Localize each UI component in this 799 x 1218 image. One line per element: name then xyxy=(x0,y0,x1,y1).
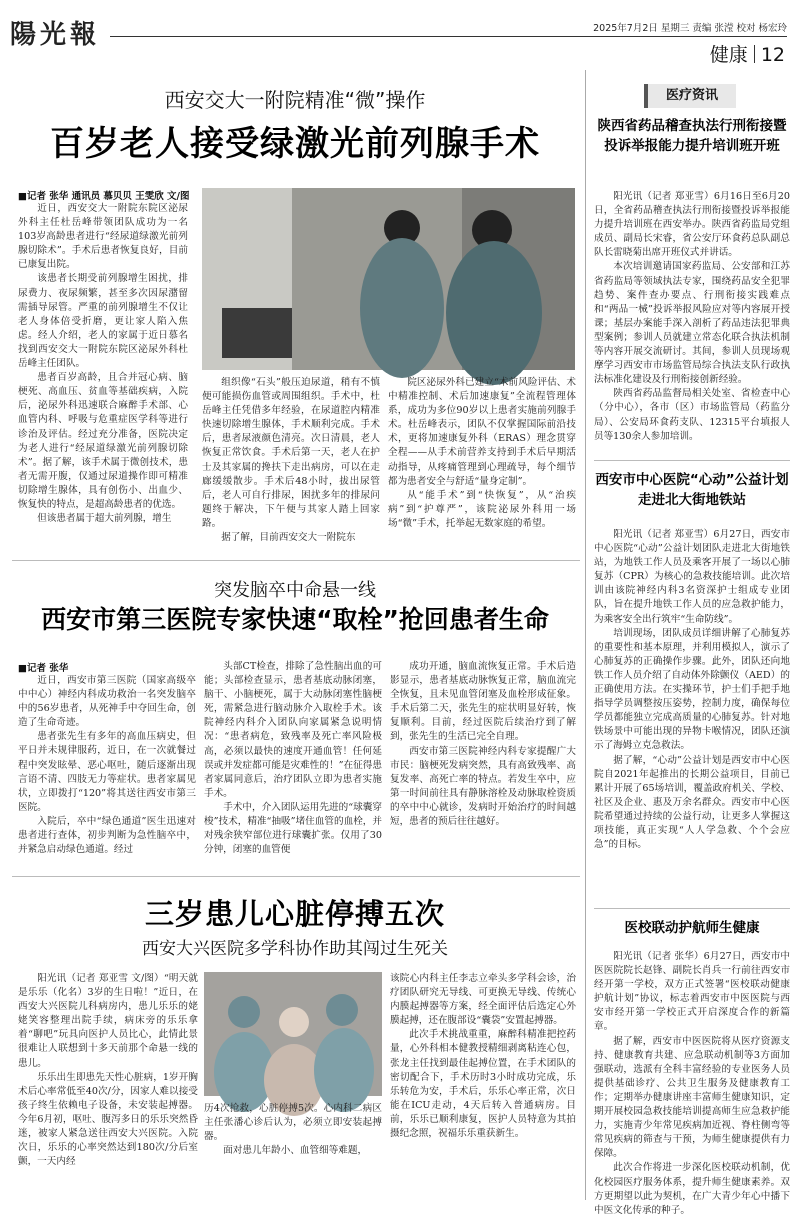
paragraph: 阳光讯（记者 郑亚雪）6月27日，西安市中心医院“心动”公益计划团队走进北大街地铁站，为地铁工作人员及乘客开展了一场以心肺复苏（CPR）为核心的急救技能培训。此次培训由该院神经内科3名资深护士组成专业团队，旨在提升地铁工作人员的应急救护能力，为乘客安全出行筑牢“生命防线”。 xyxy=(594,529,790,625)
paragraph: 面对患儿年龄小、血管细等难题， xyxy=(223,1145,368,1157)
article1-column-2 xyxy=(202,376,380,550)
sidebar-divider xyxy=(585,70,586,1200)
paragraph: 近日，西安交大一附院东院区泌尿外科主任杜岳峰带领团队成功为一名103岁高龄患者进行“经尿道绿激光前列腺切除术”。手术后患者恢复良好，目前已康复出院。 xyxy=(18,203,188,271)
paragraph: 阳光讯（记者 张华）6月27日，西安市中医医院院长赵锋、副院长肖兵一行前往西安市经开第一学校，双方正式签署“医校联动健康护航计划”协议，标志着西安市中医医院与西安市经开第一学校正式开启深度合作的新篇章。 xyxy=(594,951,790,1033)
paragraph: 陕西省药品监督局相关处室、省检查中心（分中心），各市（区）市场监管局（药监分局）、公安局环食药支队、12315平台填报人员等130余人参加培训。 xyxy=(594,388,790,442)
paragraph: 该院心内科主任李志立牵头多学科会诊，治疗团队研究无导线、可更换无导线、传统心内膜起搏器等方案，经全面评估后选定心外膜起搏，还在腹部设“囊袋”安置起搏器。 xyxy=(390,973,576,1027)
article1-column-1 xyxy=(18,202,188,550)
article3-headline: 三岁患儿心脏停搏五次 xyxy=(144,897,445,931)
article3-column-2 xyxy=(204,1102,382,1198)
paragraph: 患者张先生有多年的高血压病史，但平日并未规律服药，近日，在一次就餐过程中突发眩晕、恶心呕吐，随后逐渐出现言语不清、四肢无力等症状。患者家属见状，立即拨打“120”将其送往西安市第三医院。 xyxy=(18,731,196,813)
article2-column-2 xyxy=(204,660,382,864)
article3-column-1 xyxy=(18,972,198,1198)
dateline: 2025年7月2日 星期三 责编 张滢 校对 杨宏玲 xyxy=(593,23,787,34)
page-number: 12 xyxy=(760,44,785,66)
sidebar-story1-title: 陕西省药品稽查执法行刑衔接暨投诉举报能力提升培训班开班 xyxy=(597,118,787,154)
paragraph: 据了解，“心动”公益计划是西安市中心医院自2021年起推出的长期公益项目，目前已累计开展了65场培训，覆盖政府机关、学校、社区及企业、惠及万余名群众。西安市中心医院希望通过持续的公益行动，让更多人掌握这项技能，真正实现“人人学急救、个个会应急”的目标。 xyxy=(594,754,790,851)
paragraph: 阳光讯（记者 郑亚雪 文/图）“明天就是乐乐（化名）3岁的生日啦！”近日，在西安大兴医院儿科病房内，患儿乐乐的姥姥笑容整理出院手续，病床旁的乐乐拿着“聊吧”玩具向医护人员比心，此情此景很难让人联想到十多天前那个命悬一线的患儿。 xyxy=(18,973,198,1069)
paragraph: 阳光讯（记者 郑亚雪）6月16日至6月20日，全省药品稽查执法行刑衔接暨投诉举报能力提升培训班在西安举办。陕西省药监局党组成员、副局长宋睿，省公安厅环食药总队副总队长雷晓菊出席开班仪式并讲话。 xyxy=(594,191,790,259)
section-rule xyxy=(12,560,580,561)
paragraph: 据了解，西安市中医医院将从医疗资源支持、健康教育共建、应急联动机制等3方面加强联动，选派有全科丰富经验的专业医务人员提供基础诊疗、公共卫生服务及健康教育工作；定期举办健康讲座丰富师生健康知识，定期开展校园急救技能培训提高师生应急救护能力，实施青少年常见疾病加近视、脊柱侧弯等常见疾病的筛查与干预，为师生健康提供有力保障。 xyxy=(594,1035,790,1160)
paragraph: 患者百岁高龄，且合并冠心病、脑梗死、高血压、贫血等基础疾病，入院后，泌尿外科迅速联合麻醉手术部、心血管内科、呼吸与危重症医学科等进行诊治及评估。经过充分准备，医院决定为老人进行“经尿道绿激光前列腺切除术”。据了解，该手术属于微创技术，患者无需开腹，仅通过尿道操作即可精准切除增生腺体，具有创伤小、出血少、恢复快的特点，是超高龄患者的优选。 xyxy=(18,372,188,510)
article2-headline: 西安市第三医院专家快速“取栓”抢回患者生命 xyxy=(41,605,549,634)
paragraph: 西安市第三医院神经内科专家提醒广大市民：脑梗死发病突然，具有高致残率、高复发率、高死亡率的特点。若发生卒中，应第一时间前往具有静脉溶栓及动脉取栓资质的卒中中心就诊，发病时开始治疗的时间越短，患者的预后往往越好。 xyxy=(390,745,576,828)
paragraph: 本次培训邀请国家药监局、公安部和江苏省药监局等领域执法专家，围绕药品安全犯罪趋势、案件查办要点、行刑衔接实践难点和“两品一械”投诉举报风险应对等内容展开授课；基层办案能手深入剖析了药品违法犯罪典型案例；参训人员就建立常态化联合执法机制等内容开展交流研讨。其间，参训人员现场观摩学习西安市市场监管局综合执法支队行政执法标准化建设及行刑衔接创新经验。 xyxy=(594,261,790,386)
sidebar-story1-body xyxy=(594,190,790,452)
paragraph: 成功开通，脑血流恢复正常。手术后造影显示，患者基底动脉恢复正常，脑血流完全恢复，且未见血管闭塞及血栓形成征象。手术后第二天，张先生的症状明显好转，恢复顺利。目前，经过医院后续治疗到了解到，张先生的生活已完全自理。 xyxy=(390,661,576,743)
paragraph: 入院后，卒中“绿色通道”医生迅速对患者进行查体，初步判断为急性脑卒中，并紧急启动绿色通道。经过 xyxy=(18,815,196,856)
article1-headline: 百岁老人接受绿激光前列腺手术 xyxy=(50,124,540,164)
paragraph: 院区泌尿外科已建立“术前风险评估、术中精准控制、术后加速康复”全流程管理体系，成功为多位90岁以上患者实施前列腺手术。杜岳峰表示，团队不仅掌握国际前沿技术，更将加速康复外科（ERAS）理念贯穿全程——从手术前营养支持到手术后早期活动指导，从疼痛管理到心理疏导，每个细节都为患者安全与舒适“量身定制”。 xyxy=(388,377,576,487)
paragraph: 手术中，介入团队运用先进的“球囊穿梭”技术，精准“抽吸”堵住血管的血栓，并对残余狭窄部位进行球囊扩张。仅用了30分钟，闭塞的血管便 xyxy=(204,801,382,856)
article1-column-3 xyxy=(388,376,576,550)
sidebar-rule xyxy=(594,460,790,461)
medical-news-tag: 医疗资讯 xyxy=(644,84,736,108)
paragraph: 此次手术挑战重重，麻醉科精准把控药量，心外科相本健教授精细剥离粘连心包，张龙主任找到最佳起搏位置，在手术团队的密切配合下，手术历时3小时成功完成，乐乐转危为安，手术后，乐乐心率正常，次日能在ICU走动，4天后转入普通病房。目前，乐乐已顺利康复，医护人员特意为其拍摄纪念照，祝福乐乐重获新生。 xyxy=(390,1029,576,1140)
paragraph: 但该患者属于超大前列腺，增生 xyxy=(37,513,172,525)
paragraph: 从“能手术”到“快恢复”，从“治疾病”到“护尊严”，该院泌尿外科用一场场“微”手术，托举起无数家庭的希望。 xyxy=(388,489,576,529)
surgery-photo-image xyxy=(202,188,575,370)
paragraph: 培训现场，团队成员详细讲解了心肺复苏的重要性和基本原理，并利用模拟人，演示了心肺复苏的正确操作步骤。此外，团队还向地铁工作人员介绍了自动体外除颤仪（AED）的正确使用方法。在实操环节，护士们手把手地指导学员调整按压姿势，控制力度，确保每位学员都能独立完成高质量的心肺复苏。针对地铁场景中可能出现的异物卡喉情况，团队还演示了海姆立克急救法。 xyxy=(594,627,790,752)
section-header xyxy=(710,40,785,67)
article1-kicker: 西安交大一附院精准“微”操作 xyxy=(164,88,426,112)
paragraph: 该患者长期受前列腺增生困扰，排尿费力、夜尿频繁，甚至多次因尿潴留需插导尿管。严重的前列腺增生不仅让老人身体倍受折磨，更让家人陷入焦虑。经人介绍，老人的家属于近日慕名找到西安交大一附院东院区泌尿外科杜岳峰主任团队。 xyxy=(18,273,188,370)
sidebar-story2-title: 西安市中心医院“心动”公益计划走进北大街地铁站 xyxy=(595,472,789,508)
sidebar-story2-body xyxy=(594,528,790,900)
paragraph: 头部CT检查，排除了急性脑出血的可能；头部检查显示，患者基底动脉闭塞，脑干、小脑梗死，属于大动脉闭塞性脑梗死，需紧急进行脑动脉介入取栓手术。该院神经内科介入团队向家属紧急说明情况：“患者病危，致残率及死亡率风险极高，必须以最快的速度开通血管！任何延误或并发症都可能是灾难性的！”在征得患者家属同意后，治疗团队立即为患者实施手术。 xyxy=(204,661,382,799)
paragraph: 近日，西安市第三医院（国家高级卒中中心）神经内科成功救治一名突发脑卒中的56岁患者，从死神手中夺回生命，创造了生命奇迹。 xyxy=(18,675,196,729)
article3-deck: 西安大兴医院多学科协作助其闯过生死关 xyxy=(142,939,448,959)
surgery-photo xyxy=(202,188,575,370)
header-rule xyxy=(110,36,787,37)
patient-photo xyxy=(204,972,382,1096)
section-divider xyxy=(754,45,755,63)
paragraph: 乐乐出生即患先天性心脏病，1岁开胸术后心率常低至40次/分，因家人难以接受孩子终生依赖电子设备，未安装起搏器。今年6月初，呕吐、腹泻多日的乐乐突然昏迷，被家人紧急送往西安大兴医院。入院次日，乐乐的心率突然达到180次/分后室颤，一天内经 xyxy=(18,1071,198,1168)
section-rule xyxy=(12,876,580,877)
paragraph: 组织像“石头”般压迫尿道，稍有不慎便可能损伤血管或周围组织。手术中，杜岳峰主任凭借多年经验，在尿道腔内精准快速切除增生腺体，手术顺利完成。手术后，患者尿液颜色清亮。次日清晨，老人恢复正常饮食。手术后第一天，老人在护士及其家属的搀扶下走出病房，可以在走廊缓缓散步。手术后48小时，拔出尿管后，老人可自行排尿，困扰多年的排尿问题终于解决，下午便与其家人踏上回家路。 xyxy=(202,377,380,529)
article2-kicker: 突发脑卒中命悬一线 xyxy=(214,580,376,601)
article1-byline: ■记者 张华 通讯员 慕贝贝 王雯欣 文/图 xyxy=(18,191,190,202)
paragraph: 历4次抢救，心脏停搏5次。心内科二病区主任张潘心诊后认为，必须立即安装起搏器。 xyxy=(204,1103,382,1143)
section-name: 健康 xyxy=(709,44,748,66)
newspaper-logo: 陽光報 xyxy=(10,20,101,50)
paragraph: 据了解，目前西安交大一附院东 xyxy=(221,532,356,544)
article2-column-1 xyxy=(18,674,196,864)
sidebar-rule xyxy=(594,908,790,909)
article3-column-3 xyxy=(390,972,576,1198)
sidebar-story3-body xyxy=(594,950,790,1216)
sidebar-story3-title: 医校联动护航师生健康 xyxy=(624,920,760,936)
article2-column-3 xyxy=(390,660,576,864)
paragraph: 此次合作将进一步深化医校联动机制，优化校园医疗服务体系，提升师生健康素养。双方更期望以此为契机，在广大青少年心中播下中医文化传承的种子。 xyxy=(594,1162,790,1216)
article2-byline: ■记者 张华 xyxy=(18,663,69,674)
patient-photo-image xyxy=(204,972,382,1096)
